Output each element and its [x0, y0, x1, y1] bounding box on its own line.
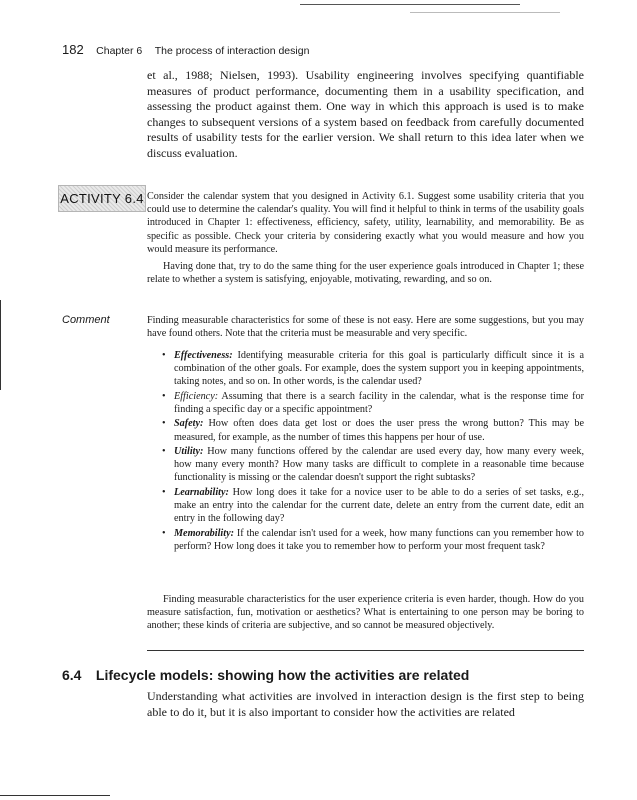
criterion-term: Effectiveness:: [174, 350, 233, 361]
scan-edge-line: [0, 300, 1, 390]
section-divider: [147, 650, 584, 651]
chapter-title: The process of interaction design: [154, 45, 310, 57]
comment-closing: Finding measurable characteristics for the user experience criteria is even harder, though. How do you measure satisfaction, fun, motivation or aesthetics? What is entertaining to one person may be boring to another; these kinds of criteria are subjective, and so cannot be measured objectively.: [147, 594, 584, 632]
criterion-term: Utility:: [174, 445, 204, 457]
page-number: 182: [62, 42, 84, 57]
list-item: [160, 417, 584, 443]
footer-rule: [0, 795, 110, 796]
comment-intro: Finding measurable characteristics for some of these is not easy. Here are some suggestions, but you may have found others. Note that the criteria must be measurable and very specific.: [147, 315, 584, 340]
running-head: [62, 41, 309, 59]
criterion-text: How long does it take for a novice user to be able to do a series of set tasks, e.g., make an entry into the calendar for the current date, delete an entry from the current date, edit an entry in the following day?: [174, 486, 584, 525]
list-item: [160, 349, 584, 389]
bullet-icon: •: [162, 390, 166, 402]
section-number: 6.4: [62, 667, 82, 683]
criterion-term: Memorability:: [174, 527, 234, 539]
criterion-text: How many functions offered by the calendar are used every day, how many every week, how many every month? How many tasks are difficult to complete in a reasonable time because functionality is missing or the calendar doesn't support the right subtasks?: [174, 445, 584, 484]
section-title: Lifecycle models: showing how the activities are related: [95, 667, 470, 683]
criterion-term: Learnability:: [174, 486, 229, 498]
list-item: [160, 445, 584, 485]
bullet-icon: •: [162, 418, 166, 430]
body-paragraph: et al., 1988; Nielsen, 1993). Usability engineering involves specifying quantifiable measures of product performance, documenting them in a usability specification, and assessing the product against them. One way in which this approach is used is to make changes to subsequent versions of a system based on feedback from carefully documented results of usability tests for the earlier version. We shall return to this idea later when we discuss evaluation.: [147, 68, 584, 160]
criterion-text: If the calendar isn't used for a week, how many functions can you remember how to perform? How long does it take you to remember how to perform your most frequent task?: [174, 527, 584, 552]
top-rule: [300, 4, 520, 5]
section-heading: [62, 667, 469, 683]
bullet-icon: •: [162, 486, 166, 498]
activity-text: Consider the calendar system that you designed in Activity 6.1. Suggest some usability criteria that you could use to determine the calendar's quality. You will find it helpful to think in terms of the usability goals introduced in Chapter 1: effectiveness, efficiency, safety, utility, learnability, and memorability. Be as specific as possible. Check your criteria by considering exactly what you would measure and how you would measure its performance.: [147, 191, 584, 255]
bullet-icon: •: [162, 445, 166, 457]
criterion-text: Assuming that there is a search facility in the calendar, what is the response time for finding a specific day or a specific appointment?: [174, 390, 584, 415]
activity-label: ACTIVITY 6.4: [58, 185, 146, 212]
chapter-label: Chapter 6: [96, 45, 143, 57]
list-item: [160, 527, 584, 553]
top-rule-faint: [410, 12, 560, 13]
usability-criteria-list: [160, 349, 584, 554]
body-paragraph: Understanding what activities are involved in interaction design is the first step to being able to do it, but it is also important to consider how the activities are related: [147, 689, 584, 719]
bullet-icon: •: [162, 350, 166, 361]
comment-label: Comment: [62, 314, 110, 326]
criterion-term: Safety:: [174, 418, 204, 430]
list-item: [160, 486, 584, 526]
criterion-text: How often does data get lost or does the user press the wrong button? This may be measured, for example, as the number of times this happens per hour of use.: [174, 418, 584, 443]
activity-text-followup: Having done that, try to do the same thing for the user experience goals introduced in Chapter 1; these relate to whether a system is satisfying, enjoyable, motivating, rewarding, and so on.: [147, 261, 584, 286]
list-item: [160, 390, 584, 416]
bullet-icon: •: [162, 527, 166, 539]
criterion-term: Efficiency:: [174, 390, 219, 402]
criterion-text: Identifying measurable criteria for this goal is particularly difficult since it is a combination of the other goals. For example, does the system support you in keeping appointments, taking notes, and so on. In other words, is the calendar used?: [174, 350, 584, 388]
